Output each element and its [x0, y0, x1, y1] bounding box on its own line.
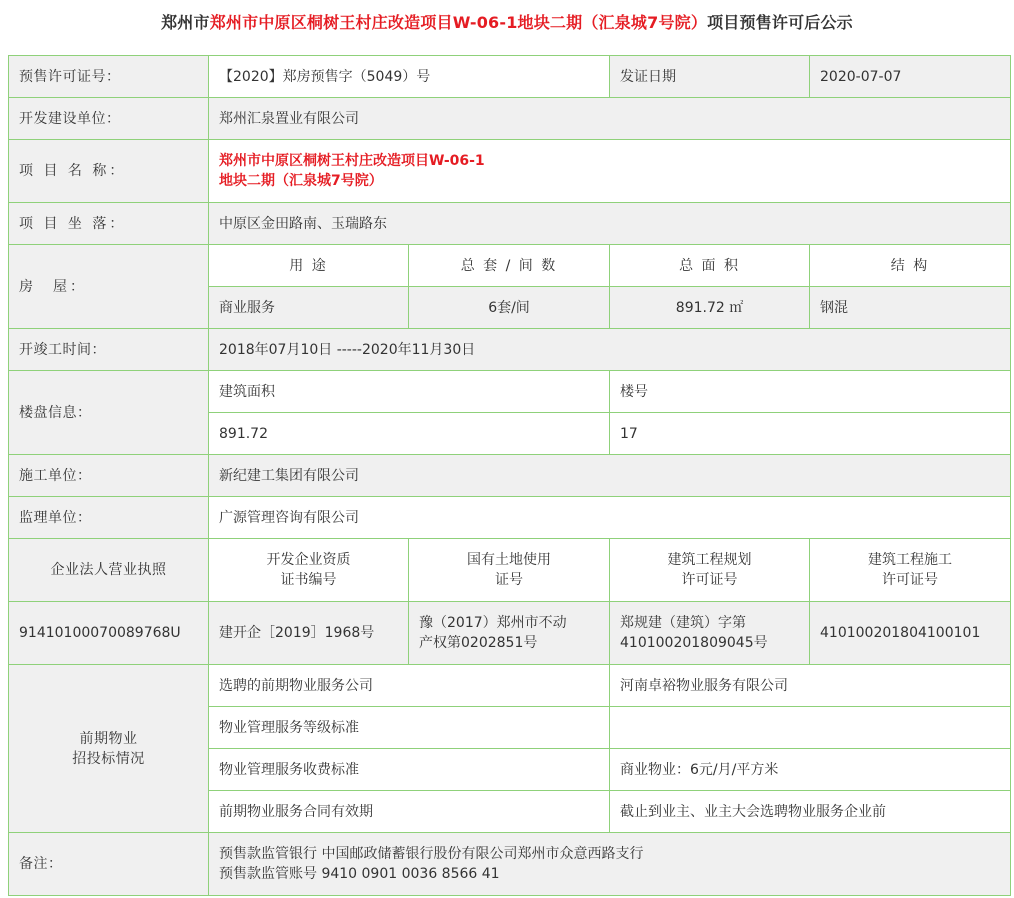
remarks-row: [9, 833, 1011, 896]
project-name-value: [209, 140, 1011, 203]
property-mgmt-value: 河南卓裕物业服务有限公司: [610, 665, 1011, 707]
housing-area-value: 891.72 ㎡: [610, 287, 810, 329]
contractor-row: [9, 455, 1011, 497]
building-info-header-row: [9, 371, 1011, 413]
land-use-cert-header-line-1: 国有土地使用: [467, 552, 551, 568]
project-name-row: [9, 140, 1011, 203]
qualification-cert-header-line-1: 开发企业资质: [266, 552, 351, 568]
licenses-value-row: [9, 602, 1011, 665]
remarks-line-2: 预售款监管账号 9410 0901 0036 8566 41: [219, 866, 500, 882]
location-value: 中原区金田路南、玉瑞路东: [209, 203, 1011, 245]
permit-number-label: 预售许可证号：: [9, 56, 209, 98]
housing-units-value: 6套/间: [409, 287, 610, 329]
permit-row: [9, 56, 1011, 98]
housing-label: 房 屋：: [9, 245, 209, 329]
housing-header-row: [9, 245, 1011, 287]
licenses-header-row: [9, 539, 1011, 602]
property-mgmt-value: [610, 707, 1011, 749]
construction-permit-value: 410100201804100101: [810, 602, 1011, 665]
building-area-header: 建筑面积: [209, 371, 610, 413]
property-mgmt-value: 商业物业：6元/月/平方米: [610, 749, 1011, 791]
property-mgmt-row: [9, 665, 1011, 707]
construction-permit-header: [810, 539, 1011, 602]
page-title: [0, 0, 1014, 46]
planning-permit-value-line-1: 郑规建（建筑）字第: [620, 615, 747, 631]
issue-date-label: 发证日期: [610, 56, 810, 98]
business-license-value: 91410100070089768U: [9, 602, 209, 665]
project-name-line-1: 郑州市中原区桐树王村庄改造项目W-06-1: [219, 153, 485, 169]
title-prefix: 郑州市: [161, 13, 210, 32]
property-mgmt-label-line-1: 前期物业: [79, 730, 138, 747]
title-project-name: 郑州市中原区桐树王村庄改造项目W-06-1地块二期（汇泉城7号院）: [209, 13, 708, 32]
housing-header-units: 总 套 / 间 数: [409, 245, 610, 287]
planning-permit-header-line-1: 建筑工程规划: [667, 552, 752, 568]
land-use-cert-header-line-2: 证号: [495, 572, 523, 588]
developer-row: [9, 98, 1011, 140]
construction-permit-header-line-1: 建筑工程施工: [868, 552, 953, 568]
property-mgmt-label: [9, 665, 209, 833]
property-mgmt-key: 选聘的前期物业服务公司: [209, 665, 610, 707]
housing-usage-value: 商业服务: [209, 287, 409, 329]
permit-info-table: [8, 55, 1011, 896]
project-name-label: 项 目 名 称：: [9, 140, 209, 203]
qualification-cert-header-line-2: 证书编号: [280, 572, 337, 588]
supervisor-label: 监理单位：: [9, 497, 209, 539]
title-suffix: 项目预售许可后公示: [707, 13, 853, 32]
project-name-line-2: 地块二期（汇泉城7号院）: [219, 173, 383, 189]
location-row: [9, 203, 1011, 245]
contractor-label: 施工单位：: [9, 455, 209, 497]
building-area-value: 891.72: [209, 413, 610, 455]
housing-header-structure: 结 构: [810, 245, 1011, 287]
housing-header-area: 总 面 积: [610, 245, 810, 287]
construction-time-row: [9, 329, 1011, 371]
remarks-value: [209, 833, 1011, 896]
permit-number-value: 【2020】郑房预售字（5049）号: [209, 56, 610, 98]
building-info-label: 楼盘信息：: [9, 371, 209, 455]
planning-permit-header-line-2: 许可证号: [681, 572, 738, 588]
issue-date-value: 2020-07-07: [810, 56, 1011, 98]
land-use-cert-header: [409, 539, 610, 602]
land-use-cert-value-line-2: 产权第0202851号: [419, 635, 538, 651]
property-mgmt-key: 物业管理服务收费标准: [209, 749, 610, 791]
remarks-line-1: 预售款监管银行 中国邮政储蓄银行股份有限公司郑州市众意西路支行: [219, 846, 644, 862]
land-use-cert-value-line-1: 豫（2017）郑州市不动: [419, 615, 567, 631]
supervisor-value: 广源管理咨询有限公司: [209, 497, 1011, 539]
planning-permit-value: [610, 602, 810, 665]
supervisor-row: [9, 497, 1011, 539]
developer-value: 郑州汇泉置业有限公司: [209, 98, 1011, 140]
planning-permit-value-line-2: 410100201809045号: [620, 635, 768, 651]
building-number-value: 17: [610, 413, 1011, 455]
planning-permit-header: [610, 539, 810, 602]
construction-time-value: 2018年07月10日 -----2020年11月30日: [209, 329, 1011, 371]
property-mgmt-value: 截止到业主、业主大会选聘物业服务企业前: [610, 791, 1011, 833]
contractor-value: 新纪建工集团有限公司: [209, 455, 1011, 497]
developer-label: 开发建设单位：: [9, 98, 209, 140]
remarks-label: 备注：: [9, 833, 209, 896]
construction-permit-header-line-2: 许可证号: [882, 572, 939, 588]
business-license-header: 企业法人营业执照: [9, 539, 209, 602]
construction-time-label: 开竣工时间：: [9, 329, 209, 371]
property-mgmt-key: 物业管理服务等级标准: [209, 707, 610, 749]
qualification-cert-header: [209, 539, 409, 602]
housing-structure-value: 钢混: [810, 287, 1011, 329]
housing-header-usage: 用 途: [209, 245, 409, 287]
qualification-cert-value: 建开企［2019］1968号: [209, 602, 409, 665]
land-use-cert-value: [409, 602, 610, 665]
building-number-header: 楼号: [610, 371, 1011, 413]
location-label: 项 目 坐 落：: [9, 203, 209, 245]
property-mgmt-label-line-2: 招投标情况: [72, 750, 145, 767]
property-mgmt-key: 前期物业服务合同有效期: [209, 791, 610, 833]
